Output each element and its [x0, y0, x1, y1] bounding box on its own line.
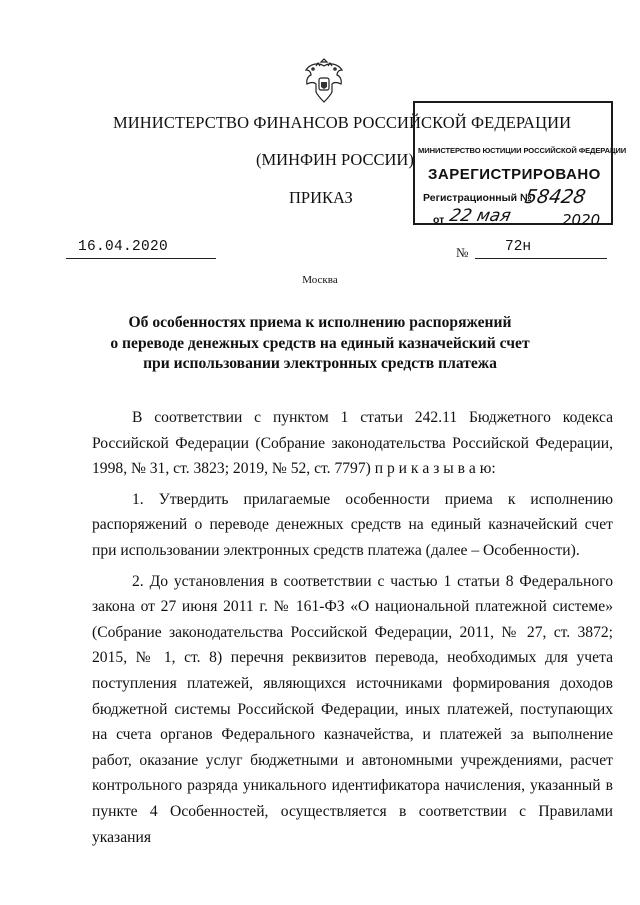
paragraph-1: 1. Утвердить прилагаемые особенности приема к исполнению распоряжений о переводе денежных средств на единый казначейский счет при использовании электронных средств платежа (далее – Особенности).	[92, 490, 613, 559]
title-line-3: при использовании электронных средств платежа	[143, 355, 497, 372]
paragraph-2: 2. До установления в соответствии с частью 1 статьи 8 Федерального закона от 27 июня 2011 г. № 161-ФЗ «О национальной платежной системе» (Собрание законодательства Российской Федерации, 2011, № 27, ст. 3872; 2015, № 1, ст. 8) перечня реквизитов перевода, необходимых для учета поступления платежей, являющихся источниками формирования доходов бюджетной системы Российской Федерации, иных платежей, поступающих на счета органов Федерального казначейства, и платежей за выполнение работ, оказание услуг бюджетными и автономными учреждениями, расчет контрольного разряда уникального идентификатора начисления, указанный в пункте 4 Особенностей, осуществляется в соответствии с Правилами указания	[92, 572, 613, 846]
stamp-registration-date: 22 мая	[447, 206, 513, 226]
document-type: ПРИКАЗ	[289, 188, 353, 207]
order-title	[0, 313, 640, 375]
number-underline	[475, 258, 607, 259]
stamp-from-label: от	[433, 214, 445, 226]
order-body	[92, 405, 613, 850]
city: Москва	[302, 274, 338, 286]
stamp-registration-year: 2020	[562, 211, 601, 229]
order-date: 16.04.2020	[78, 239, 169, 255]
coat-of-arms-icon	[302, 58, 346, 106]
order-number: 72н	[505, 239, 532, 255]
stamp-registered: ЗАРЕГИСТРИРОВАНО	[428, 166, 601, 183]
title-line-1: Об особенностях приема к исполнению распоряжений	[128, 314, 512, 331]
ministry-name: МИНИСТЕРСТВО ФИНАНСОВ РОССИЙСКОЙ ФЕДЕРАЦИИ	[113, 113, 572, 132]
ministry-abbreviation: (МИНФИН РОССИИ)	[256, 150, 414, 169]
stamp-registration-label: Регистрационный №	[423, 192, 532, 204]
date-underline	[66, 258, 216, 259]
stamp-registration-number: 58428	[523, 186, 588, 208]
order-number-label: №	[456, 245, 469, 260]
paragraph-preamble: В соответствии с пунктом 1 статьи 242.11 Бюджетного кодекса Российской Федерации (Собрание законодательства Российской Федерации, 1998, № 31, ст. 3823; 2019, № 52, ст. 7797) п р и к а з ы в а ю:	[92, 409, 613, 478]
stamp-ministry: МИНИСТЕРСТВО ЮСТИЦИИ РОССИЙСКОЙ ФЕДЕРАЦИИ	[418, 146, 627, 155]
title-line-2: о переводе денежных средств на единый казначейский счет	[110, 334, 530, 352]
